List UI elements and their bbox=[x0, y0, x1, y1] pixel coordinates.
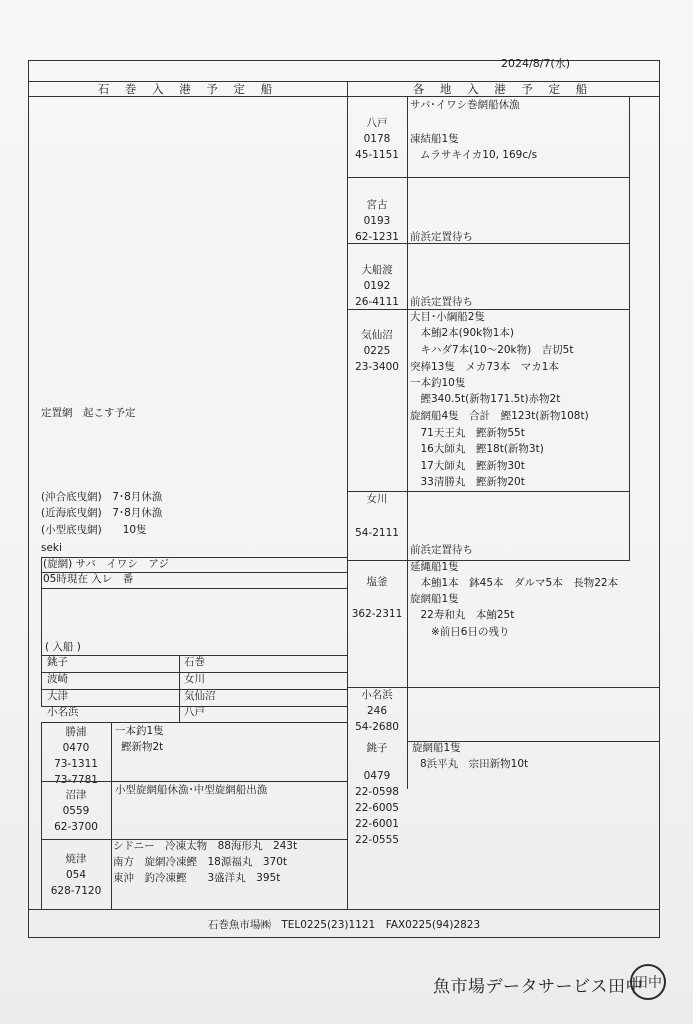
port-cell: 大津 bbox=[47, 690, 68, 702]
rule bbox=[407, 739, 408, 789]
port-cell: 波崎 bbox=[47, 673, 68, 685]
numazu-code: 0559 bbox=[62, 805, 90, 817]
numazu-tel: 62-3700 bbox=[54, 821, 98, 833]
katsuura-line: 一本釣1隻 bbox=[115, 725, 164, 737]
hachinohe-name: 八戸 bbox=[366, 117, 388, 129]
miyako-tel: 62-1231 bbox=[355, 231, 399, 243]
choshi-code: 0479 bbox=[363, 770, 391, 782]
right-header: 各 地 入 港 予 定 船 bbox=[412, 82, 594, 96]
rule bbox=[347, 687, 659, 688]
miyako-line: 前浜定置待ち bbox=[410, 231, 473, 243]
hachinohe-line: ムラサキイカ10, 169c/s bbox=[420, 149, 538, 161]
rule bbox=[347, 243, 629, 244]
rule bbox=[629, 96, 630, 561]
kesennuma-line: 大目･小綱船2隻 bbox=[410, 311, 485, 323]
choshi-name: 銚子 bbox=[366, 742, 388, 754]
onagawa-tel: 54-2111 bbox=[355, 527, 399, 539]
rule bbox=[41, 722, 347, 723]
hachinohe-code: 0178 bbox=[363, 133, 391, 145]
teichiami-note: 定置網 起こす予定 bbox=[41, 407, 136, 419]
rule bbox=[41, 557, 42, 706]
ofunato-name: 大船渡 bbox=[361, 264, 393, 276]
onahama-name: 小名浜 bbox=[361, 689, 393, 701]
ofunato-tel: 26-4111 bbox=[355, 296, 399, 308]
yaizu-line: シドニー 冷凍太物 88海形丸 243t bbox=[113, 840, 298, 852]
port-cell: 女川 bbox=[184, 673, 205, 685]
hachinohe-line: 凍結船1隻 bbox=[410, 133, 459, 145]
onahama-tel: 54-2680 bbox=[355, 721, 399, 733]
shiogama-line: 延縄船1隻 bbox=[410, 561, 459, 573]
okiai-note: (沖合底曳網) 7･8月休漁 bbox=[41, 491, 163, 503]
kesennuma-line: 33清勝丸 鰹新物20t bbox=[410, 476, 525, 488]
choshi-tel: 22-6001 bbox=[355, 818, 399, 830]
port-cell: 銚子 bbox=[47, 656, 68, 668]
choshi-line: 8浜平丸 宗田新物10t bbox=[420, 758, 529, 770]
nyusen-label: ( 入船 ) bbox=[45, 641, 81, 653]
left-header: 石 巻 入 港 予 定 船 bbox=[97, 82, 279, 96]
kesennuma-line: 16大師丸 鰹18t(新物3t) bbox=[410, 443, 544, 455]
numazu-line: 小型旋網船休漁･中型旋網船出漁 bbox=[115, 784, 268, 796]
rule bbox=[41, 588, 347, 589]
yaizu-line: 東沖 釣冷凍鰹 3盛洋丸 395t bbox=[113, 872, 281, 884]
signature: 魚市場データサービス田中 bbox=[433, 977, 643, 997]
shiogama-name: 塩釜 bbox=[366, 576, 388, 588]
rule bbox=[347, 560, 629, 561]
shiogama-line: 旋網船1隻 bbox=[410, 593, 459, 605]
ofunato-line: 前浜定置待ち bbox=[410, 296, 473, 308]
shiogama-line: 22寿和丸 本鮪25t bbox=[410, 609, 515, 621]
rule bbox=[111, 722, 112, 909]
hachinohe-line: サバ･イワシ巻網船休漁 bbox=[410, 99, 520, 111]
yaizu-tel: 628-7120 bbox=[50, 885, 102, 897]
katsuura-code: 0470 bbox=[62, 742, 90, 754]
katsuura-name: 勝浦 bbox=[65, 726, 87, 738]
choshi-tel: 22-0555 bbox=[355, 834, 399, 846]
ofunato-code: 0192 bbox=[363, 280, 391, 292]
kesennuma-line: 旋網船4隻 合計 鰹123t(新物108t) bbox=[410, 410, 589, 422]
shiogama-tel: 362-2311 bbox=[351, 608, 403, 620]
yaizu-code: 054 bbox=[65, 869, 87, 881]
kesennuma-name: 気仙沼 bbox=[361, 329, 393, 341]
kesennuma-tel: 23-3400 bbox=[355, 361, 399, 373]
kesennuma-line: 一本釣10隻 bbox=[410, 377, 466, 389]
genzai-note: 05時現在 入レ 番 bbox=[43, 573, 134, 585]
onagawa-name: 女川 bbox=[366, 493, 388, 505]
shiogama-line: 本鮪1本 鉢45本 ダルマ5本 長物22本 bbox=[410, 577, 619, 589]
kesennuma-line: 本鮪2本(90k物1本) bbox=[410, 327, 514, 339]
yaizu-line: 南方 旋網冷凍鰹 18源福丸 370t bbox=[113, 856, 288, 868]
makiami-note: (旋網) サバ イワシ アジ bbox=[43, 558, 169, 570]
katsuura-tel: 73-7781 bbox=[54, 774, 98, 786]
schedule-sheet bbox=[28, 57, 660, 938]
seal-stamp: 田中 bbox=[630, 964, 666, 1000]
footer-contact: 石巻魚市場㈱ TEL0225(23)1121 FAX0225(94)2823 bbox=[207, 919, 481, 931]
rule bbox=[29, 909, 659, 910]
miyako-code: 0193 bbox=[363, 215, 391, 227]
port-cell: 小名浜 bbox=[47, 706, 79, 718]
choshi-line: 旋網船1隻 bbox=[412, 742, 461, 754]
kesennuma-line: 鰹340.5t(新物171.5t)赤物2t bbox=[410, 393, 561, 405]
port-cell: 石巻 bbox=[184, 656, 205, 668]
rule bbox=[347, 309, 629, 310]
kesennuma-line: 17大師丸 鰹新物30t bbox=[410, 460, 525, 472]
port-cell: 八戸 bbox=[184, 706, 205, 718]
onagawa-line: 前浜定置待ち bbox=[410, 544, 473, 556]
seki-note: seki bbox=[41, 542, 62, 554]
kogata-note: (小型底曳網) 10隻 bbox=[41, 524, 147, 536]
kesennuma-line: キハダ7本(10～20k物) 吉切5t bbox=[410, 344, 574, 356]
hachinohe-tel: 45-1151 bbox=[355, 149, 399, 161]
rule bbox=[41, 781, 347, 782]
numazu-name: 沼津 bbox=[65, 789, 87, 801]
rule bbox=[29, 96, 659, 97]
rule bbox=[347, 491, 629, 492]
kesennuma-line: 71天王丸 鰹新物55t bbox=[410, 427, 525, 439]
onahama-code: 246 bbox=[366, 705, 388, 717]
miyako-name: 宮古 bbox=[366, 199, 388, 211]
katsuura-line: 鰹新物2t bbox=[121, 741, 164, 753]
kinkai-note: (近海底曳網) 7･8月休漁 bbox=[41, 507, 163, 519]
port-cell: 気仙沼 bbox=[184, 690, 216, 702]
yaizu-name: 焼津 bbox=[65, 853, 87, 865]
choshi-tel: 22-0598 bbox=[355, 786, 399, 798]
choshi-tel: 22-6005 bbox=[355, 802, 399, 814]
rule bbox=[407, 96, 408, 743]
rule bbox=[347, 177, 629, 178]
katsuura-tel: 73-1311 bbox=[54, 758, 98, 770]
date: 2024/8/7(水) bbox=[501, 57, 570, 70]
kesennuma-line: 突棒13隻 メカ73本 マカ1本 bbox=[410, 361, 559, 373]
shiogama-line: ※前日6日の残り bbox=[410, 626, 510, 638]
kesennuma-code: 0225 bbox=[363, 345, 391, 357]
